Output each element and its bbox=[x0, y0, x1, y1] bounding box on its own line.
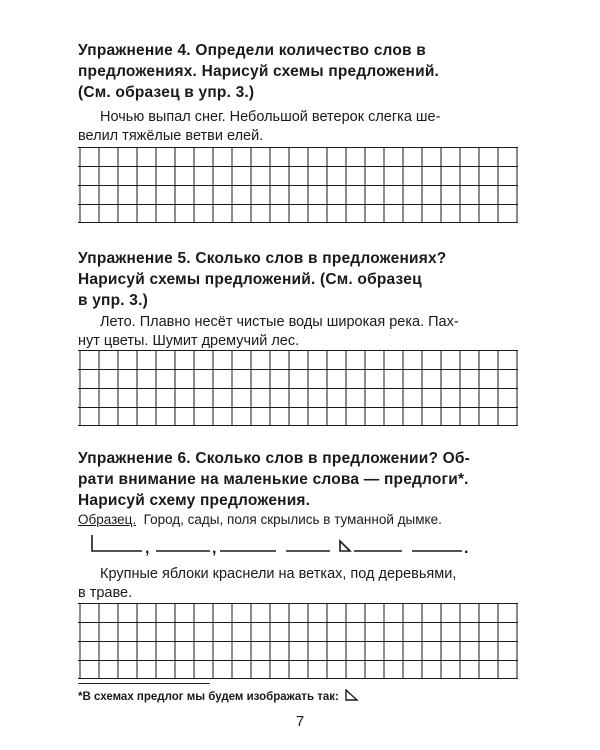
scheme-period: . bbox=[464, 540, 469, 556]
exercise-4-text-line-1: Ночью выпал снег. Небольшой ветерок слегка ше- bbox=[100, 109, 441, 125]
sample-sentence: Город, сады, поля скрылись в туманной дымке. bbox=[143, 512, 442, 527]
footnote bbox=[78, 689, 359, 704]
exercise-6-sample bbox=[78, 510, 442, 530]
exercise-5-heading-line-2: Нарисуй схемы предложений. (См. образец bbox=[78, 271, 422, 288]
scheme-comma: , bbox=[212, 540, 217, 556]
exercise-5-heading-line-1: Упражнение 5. Сколько слов в предложениях? bbox=[78, 250, 447, 267]
exercise-6-text-line-2: в траве. bbox=[78, 585, 133, 601]
sample-sentence-scheme bbox=[90, 532, 490, 556]
exercise-4-heading-line-1: Упражнение 4. Определи количество слов в bbox=[78, 42, 427, 59]
exercise-5-heading-line-3: в упр. 3.) bbox=[78, 292, 148, 309]
scheme-first-word-line bbox=[92, 535, 142, 551]
exercise-4-text-line-2: велил тяжёлые ветви елей. bbox=[78, 128, 264, 144]
sample-label: Образец. bbox=[78, 512, 137, 527]
exercise-6-heading-line-3: Нарисуй схему предложения. bbox=[78, 492, 311, 509]
exercise-5-text-line-2: нут цветы. Шумит дремучий лес. bbox=[78, 333, 300, 349]
exercise-6-heading-line-1: Упражнение 6. Сколько слов в предложении? Об- bbox=[78, 450, 471, 467]
exercise-6-text-line-1: Крупные яблоки краснели на ветках, под деревьями, bbox=[100, 566, 457, 582]
exercise-5-writing-grid[interactable] bbox=[78, 350, 518, 426]
preposition-mark bbox=[340, 541, 350, 551]
page-number: 7 bbox=[295, 713, 305, 730]
exercise-6-heading-line-2: рати внимание на маленькие слова — предлоги*. bbox=[78, 471, 469, 488]
exercise-5-text-line-1: Лето. Плавно несёт чистые воды широкая река. Пах- bbox=[100, 314, 459, 330]
exercise-4-heading-line-2: предложениях. Нарисуй схемы предложений. bbox=[78, 63, 440, 80]
exercise-6-writing-grid[interactable] bbox=[78, 603, 518, 679]
exercise-4-writing-grid[interactable] bbox=[78, 147, 518, 223]
preposition-triangle-icon bbox=[345, 689, 359, 701]
scheme-comma: , bbox=[145, 540, 150, 556]
footnote-divider bbox=[78, 683, 210, 684]
exercise-4-heading-line-3: (См. образец в упр. 3.) bbox=[78, 84, 255, 101]
footnote-text: *В схемах предлог мы будем изображать так: bbox=[78, 691, 339, 703]
